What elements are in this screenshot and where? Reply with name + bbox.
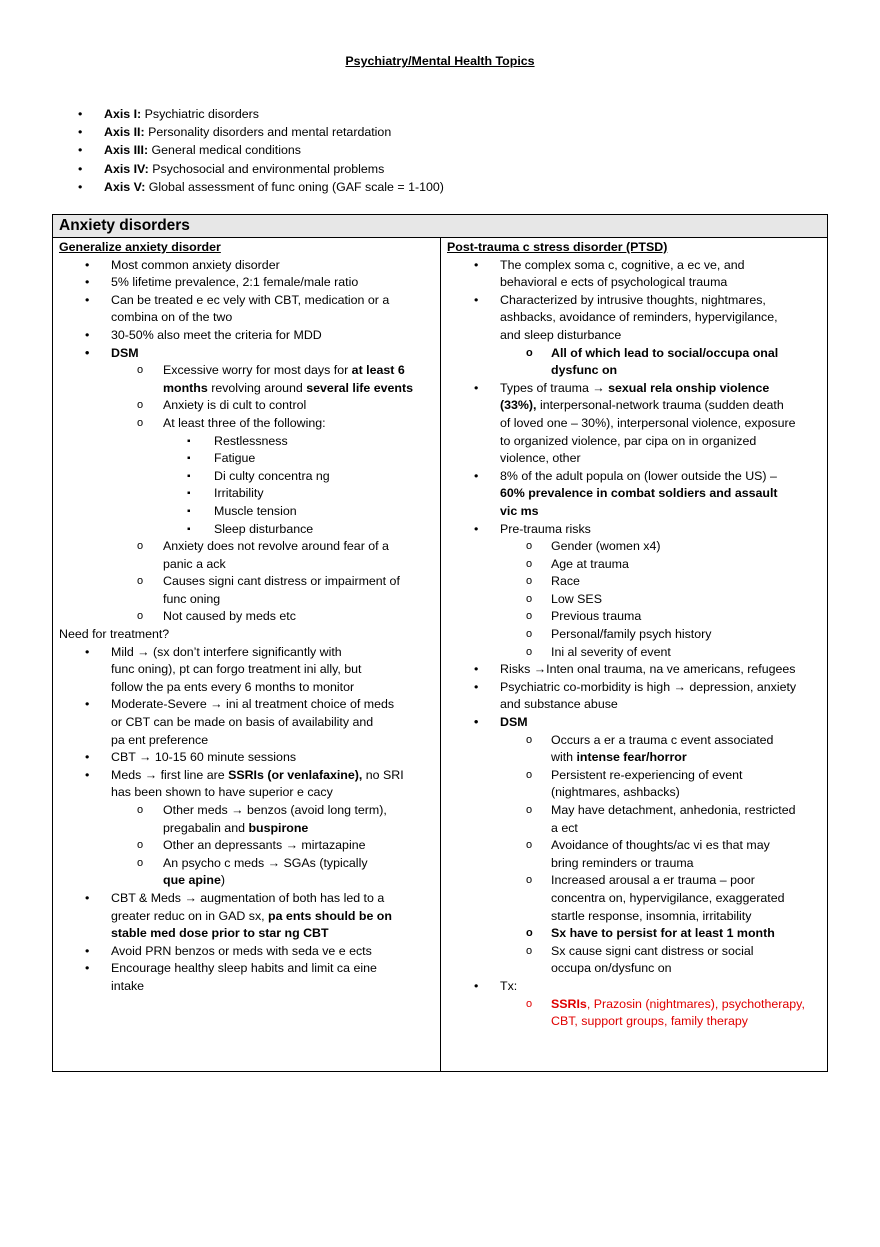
ptsd-dsm-list — [447, 732, 827, 978]
list-item — [59, 855, 440, 890]
list-item: ▪ Fatigue — [59, 450, 440, 468]
table-heading: Anxiety disorders — [53, 215, 827, 238]
text-line: dysfunc on — [551, 363, 618, 378]
text-line: • Mild → (sx don’t interfere significantly with — [111, 644, 342, 659]
text-line: o Persistent re-experiencing of event — [551, 767, 743, 782]
list-item: • CBT → 10-15 60 minute sessions — [59, 749, 440, 767]
list-item: • Risks →Inten onal trauma, na ve americans, refugees — [447, 661, 827, 679]
list-item: • 5% lifetime prevalence, 2:1 female/male ratio — [59, 274, 440, 292]
list-item: • Tx: — [447, 978, 827, 996]
list-item: o Sx have to persist for at least 1 month — [447, 925, 827, 943]
text: at least 6 — [351, 363, 405, 378]
list-item — [447, 468, 827, 521]
text-line: • The complex soma c, cognitive, a ec ve, and — [500, 257, 745, 272]
text: SSRIs (or venlafaxine), — [228, 767, 363, 782]
list-item — [447, 292, 827, 345]
ptsd-list-4 — [447, 978, 827, 996]
axis-label: Axis II: — [104, 125, 145, 140]
list-item: • DSM — [447, 714, 827, 732]
list-item — [447, 345, 827, 380]
list-item — [447, 257, 827, 292]
text: , Prazosin (nightmares), psychotherapy, — [586, 996, 805, 1011]
text: intense fear/horror — [576, 750, 687, 765]
list-item: o Race — [447, 573, 827, 591]
text: greater reduc on in GAD sx, — [111, 908, 269, 923]
list-item — [447, 802, 827, 837]
text-line: o May have detachment, anhedonia, restricted — [551, 803, 796, 817]
text-line: intake — [111, 978, 145, 993]
list-item — [59, 696, 440, 749]
text-line: behavioral e ects of psychological trauma — [500, 275, 728, 290]
list-item: o Age at trauma — [447, 556, 827, 574]
list-item: ▪ Sleep disturbance — [59, 521, 440, 539]
list-item: o Previous trauma — [447, 608, 827, 626]
axis-item — [78, 141, 444, 159]
axis-item — [78, 160, 444, 178]
list-item: ▪ Restlessness — [59, 433, 440, 451]
text-line: and substance abuse — [500, 697, 618, 712]
list-item: o Anxiety is di cult to control — [59, 397, 440, 415]
axis-item — [78, 123, 444, 141]
list-item: • DSM — [59, 345, 440, 363]
text: sexual rela onship violence — [608, 380, 770, 395]
gad-title: Generalize anxiety disorder — [59, 240, 221, 254]
list-item: • 30-50% also meet the criteria for MDD — [59, 327, 440, 345]
list-item: ▪ Di culty concentra ng — [59, 468, 440, 486]
axis-text: Personality disorders and mental retardation — [144, 125, 392, 140]
text-line: • Encourage healthy sleep habits and limit ca eine — [111, 961, 377, 976]
text-line: func oning), pt can forgo treatment ini ally, but — [111, 662, 362, 677]
text: months — [163, 380, 208, 395]
text-line: violence, other — [500, 451, 581, 466]
text: several life events — [306, 380, 414, 395]
list-item — [447, 943, 827, 978]
text-line: func oning — [163, 591, 221, 606]
text-line: to organized violence, par cipa on in organized — [500, 433, 757, 448]
list-item: o Other an depressants → mirtazapine — [59, 837, 440, 855]
list-item — [59, 573, 440, 608]
text-line: occupa on/dysfunc on — [551, 961, 672, 976]
text-line: ashbacks, avoidance of reminders, hypervigilance, — [500, 310, 778, 325]
text: Meds → first line are — [111, 767, 229, 782]
text-line: • 8% of the adult popula on (lower outside the US) – — [500, 468, 777, 483]
list-item — [447, 679, 827, 714]
list-item — [59, 767, 440, 802]
gad-dsm-list-2 — [59, 538, 440, 626]
text: buspirone — [248, 820, 309, 835]
axis-item — [78, 105, 444, 123]
text: SSRIs — [551, 996, 587, 1011]
text-line: 60% prevalence in combat soldiers and assault — [500, 486, 778, 501]
list-item — [59, 362, 440, 397]
text-line: • Characterized by intrusive thoughts, nightmares, — [500, 292, 766, 307]
list-item — [59, 538, 440, 573]
list-item — [447, 872, 827, 925]
list-item: o At least three of the following: — [59, 415, 440, 433]
ptsd-sub-list — [447, 345, 827, 380]
text-line: o An psycho c meds → SGAs (typically — [163, 855, 368, 870]
axis-text: Psychiatric disorders — [141, 107, 259, 121]
list-item: o Personal/family psych history — [447, 626, 827, 644]
text: (33%), — [500, 398, 537, 413]
text-line: o Occurs a er a trauma c event associated — [551, 732, 774, 747]
list-item — [447, 767, 827, 802]
axis-list — [78, 105, 444, 196]
text-line: o Anxiety does not revolve around fear of a — [163, 539, 389, 554]
list-item — [447, 732, 827, 767]
text-line: o Increased arousal a er trauma – poor — [551, 873, 755, 888]
text-line: bring reminders or trauma — [551, 855, 694, 870]
meds-list — [59, 802, 440, 890]
ptsd-list — [447, 257, 827, 345]
text-line: • CBT & Meds → augmentation of both has led to a — [111, 890, 385, 905]
text-line: vic ms — [500, 503, 539, 518]
page-title: Psychiatry/Mental Health Topics — [345, 54, 535, 68]
treatment-list — [59, 644, 440, 802]
gad-column — [53, 238, 441, 1071]
list-item — [59, 644, 440, 697]
text-line: pa ent preference — [111, 732, 209, 747]
text-line: panic a ack — [163, 556, 226, 571]
text-line: o Avoidance of thoughts/ac vi es that may — [551, 838, 770, 853]
tx-list — [447, 996, 827, 1031]
axis-text: General medical conditions — [148, 143, 301, 158]
ptsd-title: Post-trauma c stress disorder (PTSD) — [447, 240, 668, 254]
text-line: startle response, insomnia, irritability — [551, 908, 752, 923]
text-line: (nightmares, ashbacks) — [551, 785, 680, 800]
treatment-heading: Need for treatment? — [59, 627, 170, 642]
text-line: o Sx cause signi cant distress or social — [551, 943, 754, 958]
list-item: • Pre-trauma risks — [447, 521, 827, 539]
ptsd-list-3 — [447, 661, 827, 731]
ptsd-list-2 — [447, 380, 827, 538]
ptsd-column — [441, 238, 827, 1071]
text-line: and sleep disturbance — [500, 327, 622, 342]
text-line: • Can be treated e ec vely with CBT, medication or a — [111, 292, 390, 307]
text-line: follow the pa ents every 6 months to monitor — [111, 679, 355, 694]
text: pregabalin and — [163, 820, 249, 835]
treatment-list-2 — [59, 890, 440, 996]
text-line: • Psychiatric co-morbidity is high → depression, anxiety — [500, 679, 797, 694]
text: Excessive worry for most days for — [163, 363, 352, 378]
list-item: o Gender (women x4) — [447, 538, 827, 556]
list-item: o Ini al severity of event — [447, 644, 827, 662]
text-line: or CBT can be made on basis of availability and — [111, 715, 374, 730]
symptom-list — [59, 433, 440, 539]
text-line: o Causes signi cant distress or impairment of — [163, 574, 400, 589]
list-item: ▪ Irritability — [59, 485, 440, 503]
text-line: a ect — [551, 820, 578, 835]
list-item: o Not caused by meds etc — [59, 608, 440, 626]
axis-label: Axis III: — [104, 143, 149, 158]
text: pa ents should be on — [268, 908, 392, 923]
text-line: CBT, support groups, family therapy — [551, 1014, 748, 1029]
text: interpersonal-network trauma (sudden death — [536, 398, 784, 413]
axis-text: Psychosocial and environmental problems — [148, 161, 385, 176]
list-item: • Avoid PRN benzos or meds with seda ve e ects — [59, 943, 440, 961]
text: with — [551, 750, 577, 765]
list-item — [447, 837, 827, 872]
text-line: has been shown to have superior e cacy — [111, 785, 333, 800]
list-item: • Most common anxiety disorder — [59, 257, 440, 275]
pre-trauma-list — [447, 538, 827, 661]
text: Types of trauma → — [500, 380, 609, 395]
list-item — [59, 960, 440, 995]
text-line: combina on of the two — [111, 310, 233, 325]
text-line: of loved one – 30%), interpersonal violence, exposure — [500, 415, 796, 430]
text: revolving around — [207, 380, 307, 395]
list-item: ▪ Muscle tension — [59, 503, 440, 521]
list-item — [447, 996, 827, 1031]
anxiety-disorders-table — [52, 214, 828, 1072]
text-line: stable med dose prior to star ng CBT — [111, 926, 329, 941]
text-line: o Other meds → benzos (avoid long term), — [163, 803, 387, 817]
list-item: o Low SES — [447, 591, 827, 609]
axis-label: Axis IV: — [104, 161, 149, 176]
text: no SRI — [362, 767, 404, 782]
axis-label: Axis I: — [104, 107, 142, 121]
text-line: concentra on, hypervigilance, exaggerated — [551, 890, 785, 905]
text: ) — [220, 873, 225, 888]
list-item — [447, 380, 827, 468]
list-item — [59, 292, 440, 327]
axis-label: Axis V: — [104, 179, 146, 194]
axis-item — [78, 178, 444, 196]
list-item — [59, 890, 440, 943]
gad-dsm-list — [59, 362, 440, 432]
text: que apine — [163, 873, 221, 888]
list-item — [59, 802, 440, 837]
text-line: • Moderate-Severe → ini al treatment choice of meds — [111, 697, 395, 712]
axis-text: Global assessment of func oning (GAF scale = 1-100) — [145, 179, 444, 194]
gad-list — [59, 257, 440, 363]
text-line: o All of which lead to social/occupa onal — [551, 345, 779, 360]
